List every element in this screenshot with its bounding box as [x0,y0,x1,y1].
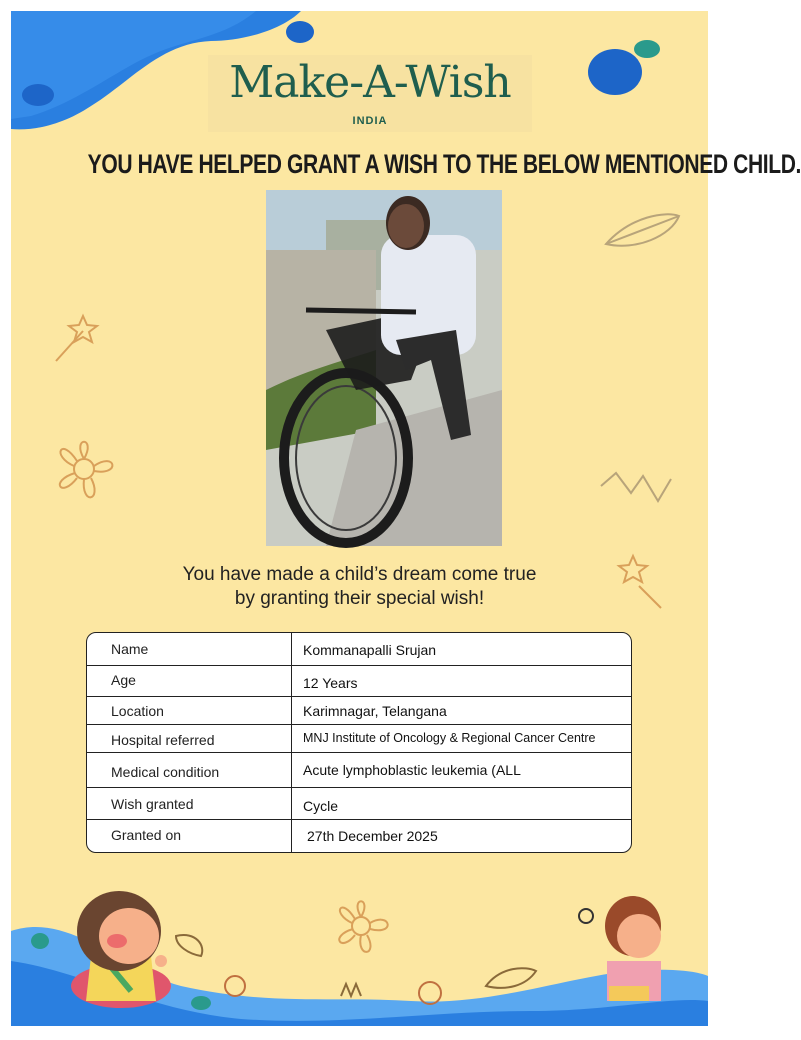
tagline-line-1: You have made a child’s dream come true [182,564,537,585]
girl-illustration [71,891,171,1008]
leaf-doodle-right [606,214,679,245]
row-value: Karimnagar, Telangana [303,703,447,719]
wand-doodle-left [56,316,97,361]
table-row-name [87,633,631,665]
flower-doodle-left [60,442,113,498]
blob-left [22,84,54,106]
row-value: Acute lymphoblastic leukemia (ALL [303,762,521,778]
row-value: 27th December 2025 [307,828,438,844]
blob-bottom-left [31,933,49,949]
leaf-doodle-bottom [486,968,536,988]
row-value: 12 Years [303,675,358,691]
wish-certificate [11,11,801,1026]
wish-details-table [86,632,632,853]
table-row-age [87,665,631,697]
row-label: Name [111,641,149,657]
row-label: Hospital referred [111,732,215,748]
blob-right-large [588,49,642,95]
row-label: Wish granted [111,796,194,812]
row-label: Medical condition [111,764,220,780]
child-photo [266,190,502,546]
tagline [11,563,708,611]
grass-doodle-bottom [341,984,361,996]
make-a-wish-logo [208,55,532,132]
row-label: Location [111,703,164,719]
page-headline: YOU HAVE HELPED GRANT A WISH TO THE BELOW MENTIONED CHILD. [87,149,801,179]
blob-top [286,21,314,43]
row-label: Age [111,672,136,688]
table-row-granted-on [87,819,631,853]
table-row-wish-granted [87,787,631,820]
tagline-line-2: by granting their special wish! [234,588,485,609]
table-row-medical-condition [87,752,631,788]
table-row-hospital [87,724,631,753]
table-row-location [87,696,631,725]
row-label: Granted on [111,827,182,843]
blob-bottom [191,996,211,1010]
row-value: Cycle [303,798,339,814]
flower-doodle-bottom [339,901,387,952]
zigzag-doodle-right [601,473,671,501]
blob-right-small [634,40,660,58]
leaf-held-doodle [176,935,202,956]
row-value: MNJ Institute of Oncology & Regional Cancer Centre [303,731,596,745]
row-value: Kommanapalli Srujan [303,642,437,658]
logo-wordmark: Make-A-Wish [229,57,511,108]
logo-country: INDIA [352,115,388,127]
